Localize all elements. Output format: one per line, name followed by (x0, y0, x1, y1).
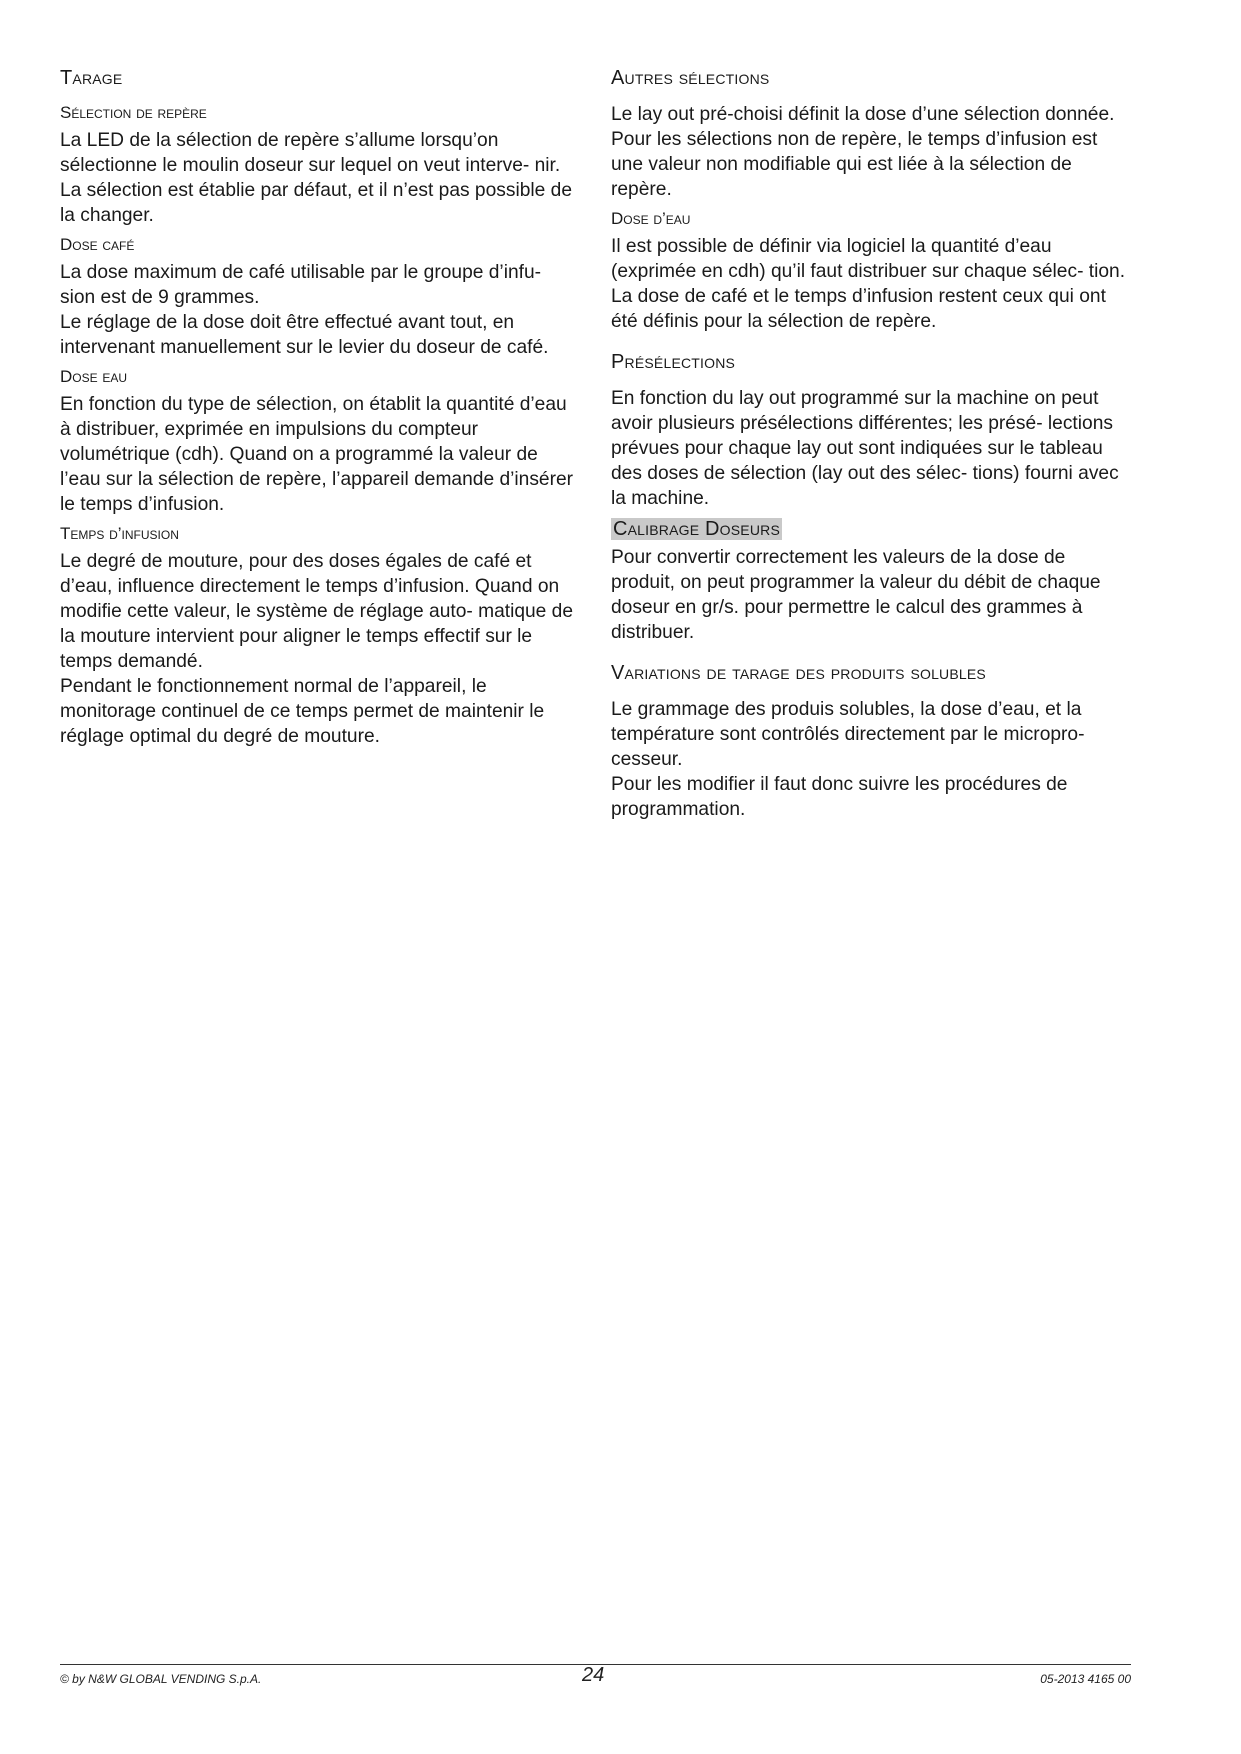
section-variations-tarage (611, 661, 1131, 822)
subsection-title: Temps d’infusion (60, 524, 179, 543)
paragraph: Le réglage de la dose doit être effectué avant tout, en intervenant manuellement sur le levier du doseur de café. (60, 312, 549, 358)
right-column (611, 66, 1131, 828)
paragraph: En fonction du type de sélection, on établit la quantité d’eau à distribuer, exprimée en impulsions du compteur volumétrique (cdh). Quand on a programmé la valeur de l’eau sur la sélection de repère, l’appareil demande d’insérer le temps d’infusion. (60, 394, 574, 515)
section-autres-selections (611, 66, 1131, 202)
subsection-dose-cafe (60, 234, 580, 360)
section-title: Variations de tarage des produits solubles (611, 662, 986, 684)
paragraph: La LED de la sélection de repère s’allume lorsqu’on sélectionne le moulin doseur sur lequel on veut interve- nir. (60, 130, 561, 176)
paragraph: Le grammage des produis solubles, la dose d’eau, et la température sont contrôlés directement par le micropro- cesseur. (611, 699, 1085, 770)
paragraph: La dose maximum de café utilisable par le groupe d’infu- sion est de 9 grammes. (60, 262, 542, 308)
subsection-title: Dose café (60, 235, 135, 254)
left-column (60, 66, 580, 755)
paragraph: En fonction du lay out programmé sur la machine on peut avoir plusieurs présélections différentes; les présé- lections prévues pour chaque lay out sont indiquées sur le tableau des doses de sélection (lay out des sélec- tions) fourni avec la machine. (611, 388, 1119, 509)
footer-document-code: 05-2013 4165 00 (1040, 1672, 1131, 1686)
section-title-wrapper (611, 517, 1131, 541)
paragraph: Pendant le fonctionnement normal de l’appareil, le monitorage continuel de ce temps permet de maintenir le réglage optimal du degré de mouture. (60, 676, 545, 747)
section-title-tarage: Tarage (60, 67, 123, 89)
subsection-temps-infusion (60, 523, 580, 749)
subsection-dose-eau (60, 366, 580, 517)
subsection-selection-repere (60, 102, 580, 228)
footer-copyright: © by N&W GLOBAL VENDING S.p.A. (60, 1672, 262, 1686)
paragraph: La sélection est établie par défaut, et il n’est pas possible de la changer. (60, 180, 572, 226)
section-preselections (611, 350, 1131, 511)
subsection-title: Dose d’eau (611, 209, 691, 228)
paragraph: Pour les modifier il faut donc suivre les procédures de programmation. (611, 774, 1068, 820)
page-number: 24 (582, 1664, 605, 1686)
section-title-highlighted: Calibrage Doseurs (613, 518, 780, 540)
section-calibrage-doseurs (611, 517, 1131, 645)
paragraph: Le degré de mouture, pour des doses égales de café et d’eau, influence directement le temps d’infusion. Quand on modifie cette valeur, le système de réglage auto- matique de la mouture intervient pour aligner le temps effectif sur le temps demandé. (60, 551, 574, 672)
section-title: Présélections (611, 351, 736, 373)
subsection-title: Dose eau (60, 367, 128, 386)
paragraph: Il est possible de définir via logiciel la quantité d’eau (exprimée en cdh) qu’il faut distribuer sur chaque sélec- tion. La dose de café et le temps d’infusion restent ceux qui ont été définis pour la sélection de repère. (611, 236, 1126, 332)
subsection-title: Sélection de repère (60, 103, 207, 122)
paragraph: Pour convertir correctement les valeurs de la dose de produit, on peut programmer la valeur du débit de chaque doseur en gr/s. pour permettre le calcul des grammes à distribuer. (611, 547, 1101, 643)
section-title: Autres sélections (611, 67, 770, 89)
subsection-dose-deau (611, 208, 1131, 334)
paragraph: Le lay out pré-choisi définit la dose d’une sélection donnée. Pour les sélections non de repère, le temps d’infusion est une valeur non modifiable qui est liée à la sélection de repère. (611, 104, 1115, 200)
